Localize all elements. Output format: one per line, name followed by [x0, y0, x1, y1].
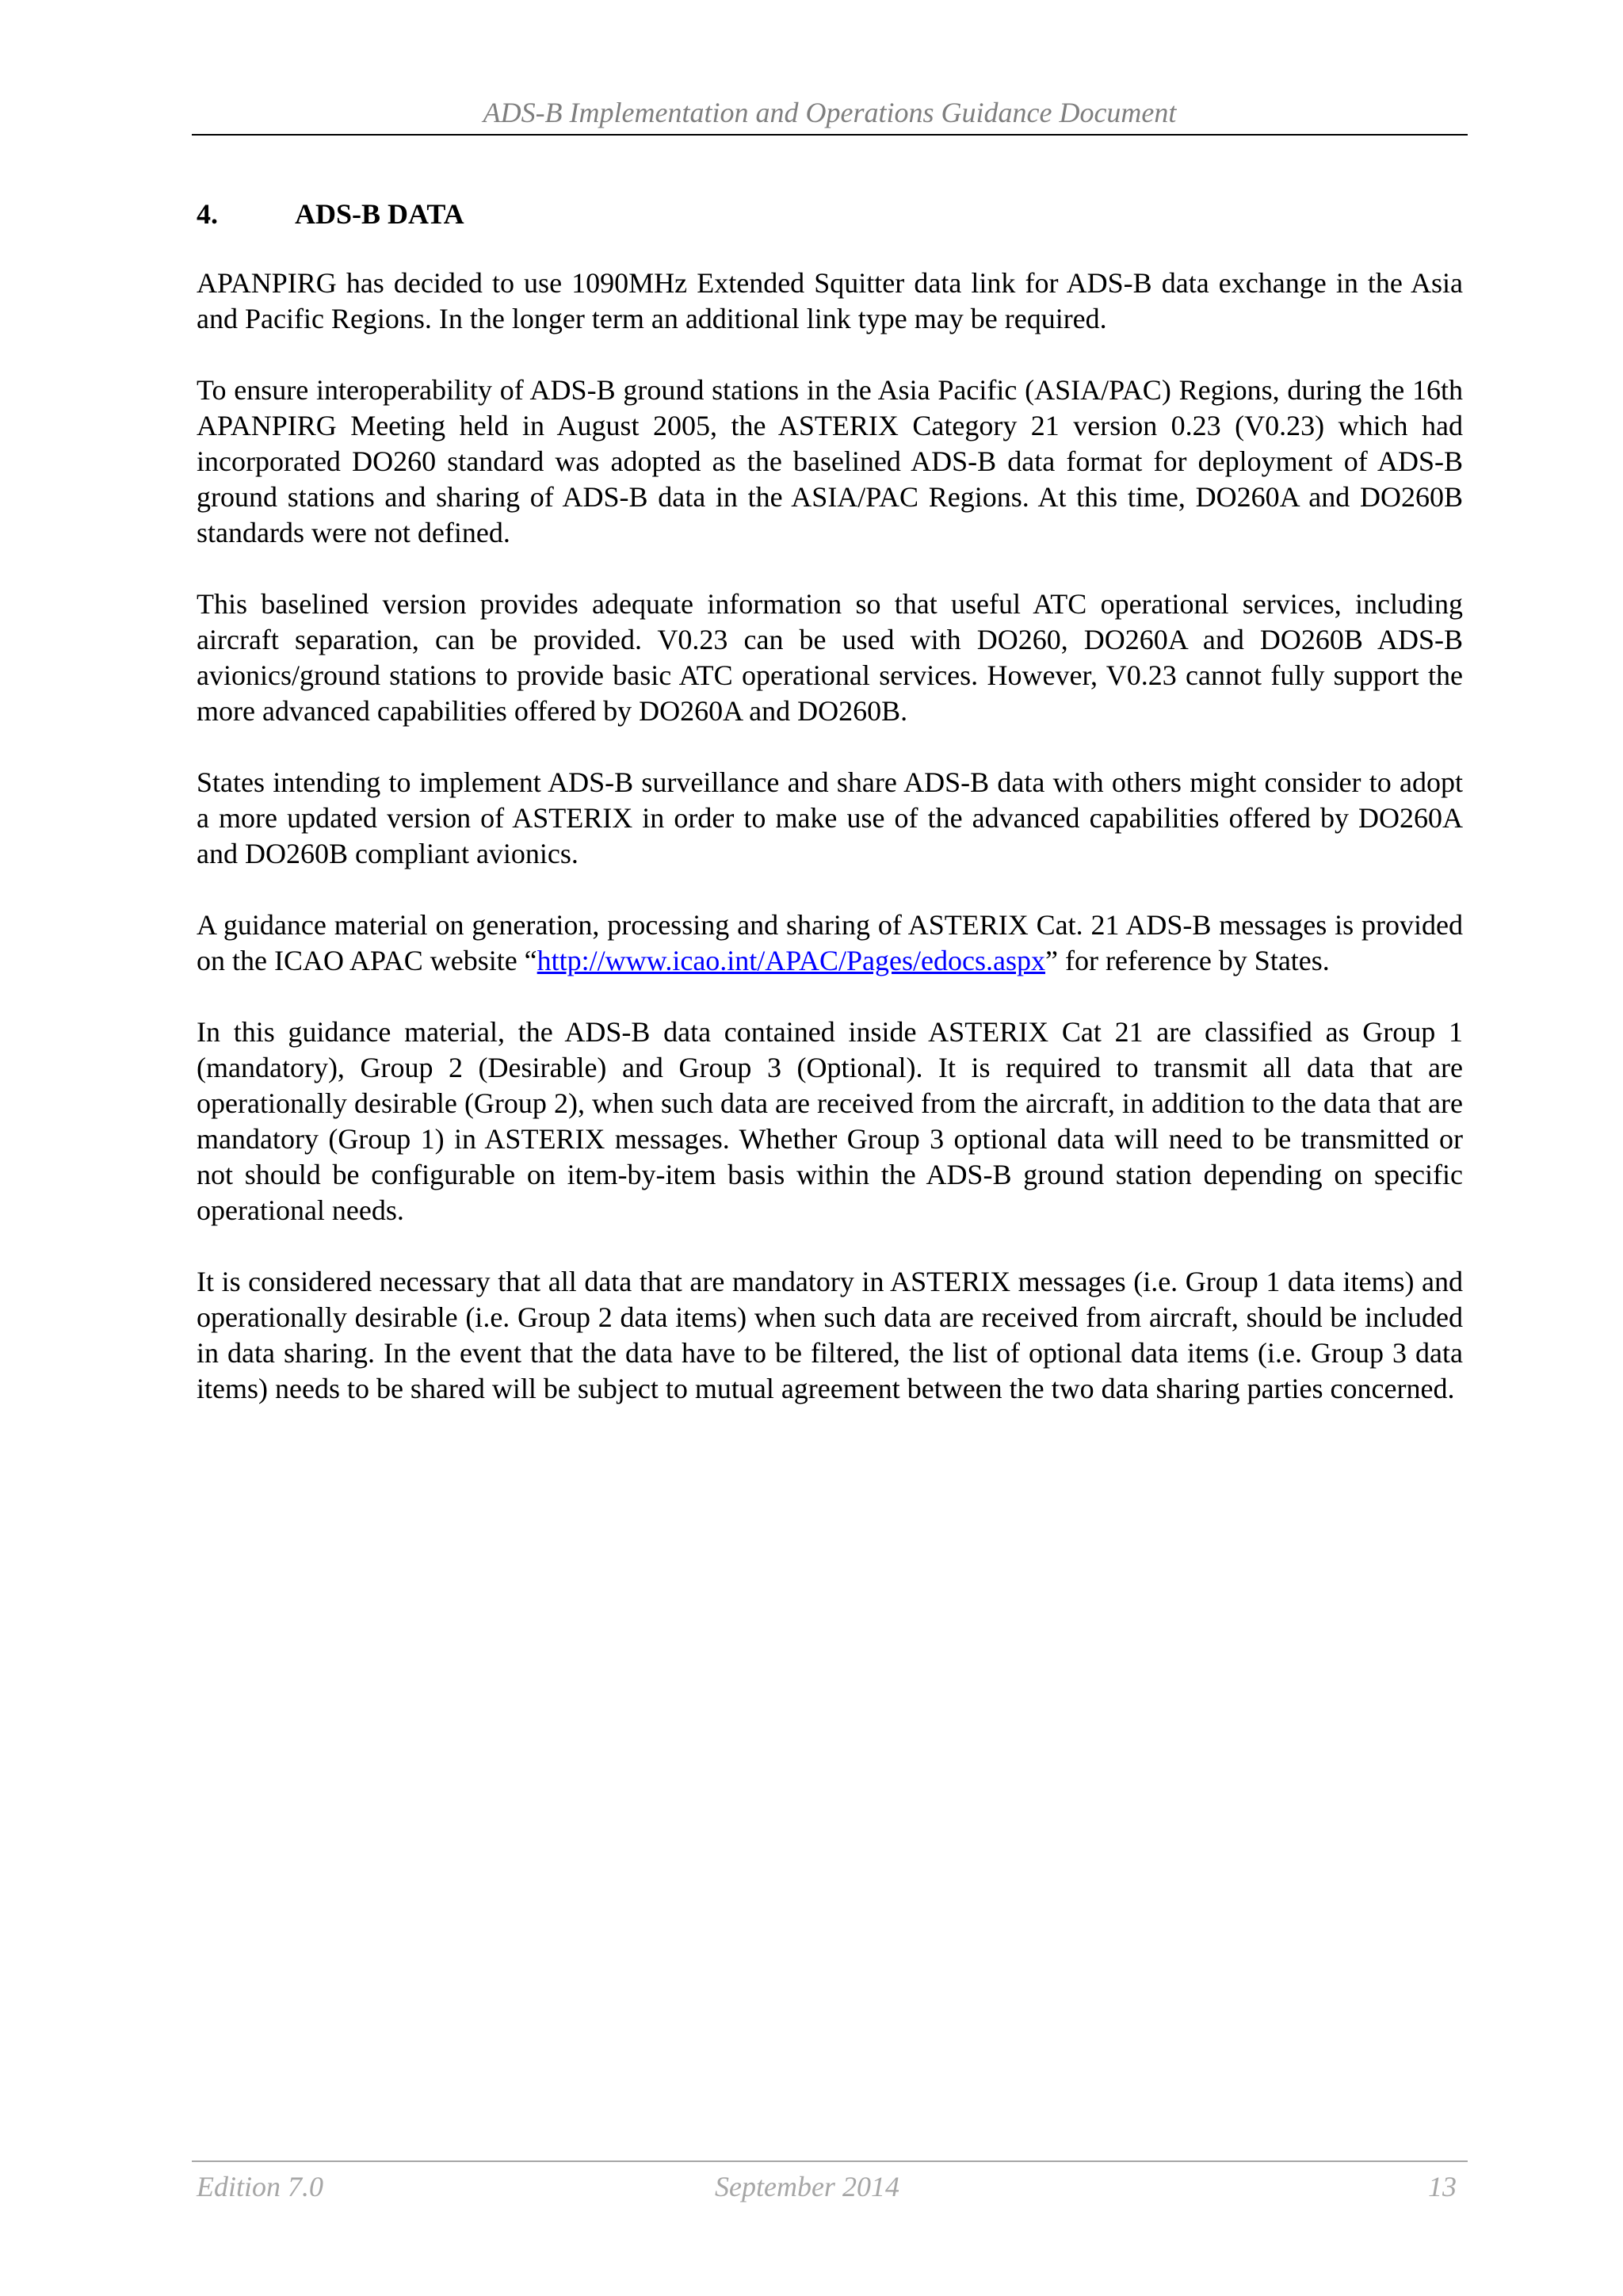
icao-apac-edocs-link[interactable]: http://www.icao.int/APAC/Pages/edocs.aspx — [537, 945, 1045, 976]
paragraph-5-text-after: ” for reference by States. — [1044, 945, 1330, 976]
paragraph-6: In this guidance material, the ADS-B data contained inside ASTERIX Cat 21 are classified as Group 1 (mandatory), Group 2 (Desirable) and Group 3 (Optional). It is required to transmit all data that are operationally desirable (Group 2), when such data are received from the aircraft, in addition to the data that are mandatory (Group 1) in ASTERIX messages. Whether Group 3 optional data will need to be transmitted or not should be configurable on item-by-item basis within the ADS-B ground station depending on specific operational needs. — [197, 1016, 1463, 1226]
header-rule — [192, 134, 1468, 136]
paragraph-7: It is considered necessary that all data that are mandatory in ASTERIX messages (i.e. Group 1 data items) and operationally desirable (i.e. Group 2 data items) when such data are received from aircraft, should be included in data sharing. In the event that the data have to be filtered, the list of optional data items (i.e. Group 3 data items) needs to be shared will be subject to mutual agreement between the two data sharing parties concerned. — [197, 1266, 1463, 1404]
section-heading — [197, 197, 1463, 231]
footer-date: September 2014 — [715, 2171, 899, 2202]
paragraph-1: APANPIRG has decided to use 1090MHz Extended Squitter data link for ADS-B data exchange in the Asia and Pacific Regions. In the longer term an additional link type may be required. — [197, 267, 1463, 334]
footer-rule — [192, 2160, 1468, 2162]
paragraph-3: This baselined version provides adequate information so that useful ATC operational services, including aircraft separation, can be provided. V0.23 can be used with DO260, DO260A and DO260B ADS-B avionics/ground stations to provide basic ATC operational services. However, V0.23 cannot fully support the more advanced capabilities offered by DO260A and DO260B. — [197, 588, 1463, 727]
paragraph-5-text-before: A guidance material on generation, processing and sharing of ASTERIX Cat. 21 ADS-B messages is provided on the ICAO APAC website “ — [197, 909, 1463, 976]
page-content — [197, 197, 1463, 1442]
section-number: 4. — [197, 198, 218, 230]
running-header: ADS-B Implementation and Operations Guidance Document — [483, 97, 1177, 128]
footer-edition: Edition 7.0 — [197, 2171, 323, 2202]
paragraph-2: To ensure interoperability of ADS-B ground stations in the Asia Pacific (ASIA/PAC) Regions, during the 16th APANPIRG Meeting held in August 2005, the ASTERIX Category 21 version 0.23 (V0.23) which had incorporated DO260 standard was adopted as the baselined ADS-B data format for deployment of ADS-B ground stations and sharing of ADS-B data in the ASIA/PAC Regions. At this time, DO260A and DO260B standards were not defined. — [197, 374, 1463, 548]
paragraph-4: States intending to implement ADS-B surveillance and share ADS-B data with others might consider to adopt a more updated version of ASTERIX in order to make use of the advanced capabilities offered by DO260A and DO260B compliant avionics. — [197, 766, 1463, 869]
section-title: ADS-B DATA — [295, 198, 464, 230]
footer-page-number: 13 — [1428, 2171, 1457, 2202]
paragraph-5 — [197, 907, 1463, 979]
